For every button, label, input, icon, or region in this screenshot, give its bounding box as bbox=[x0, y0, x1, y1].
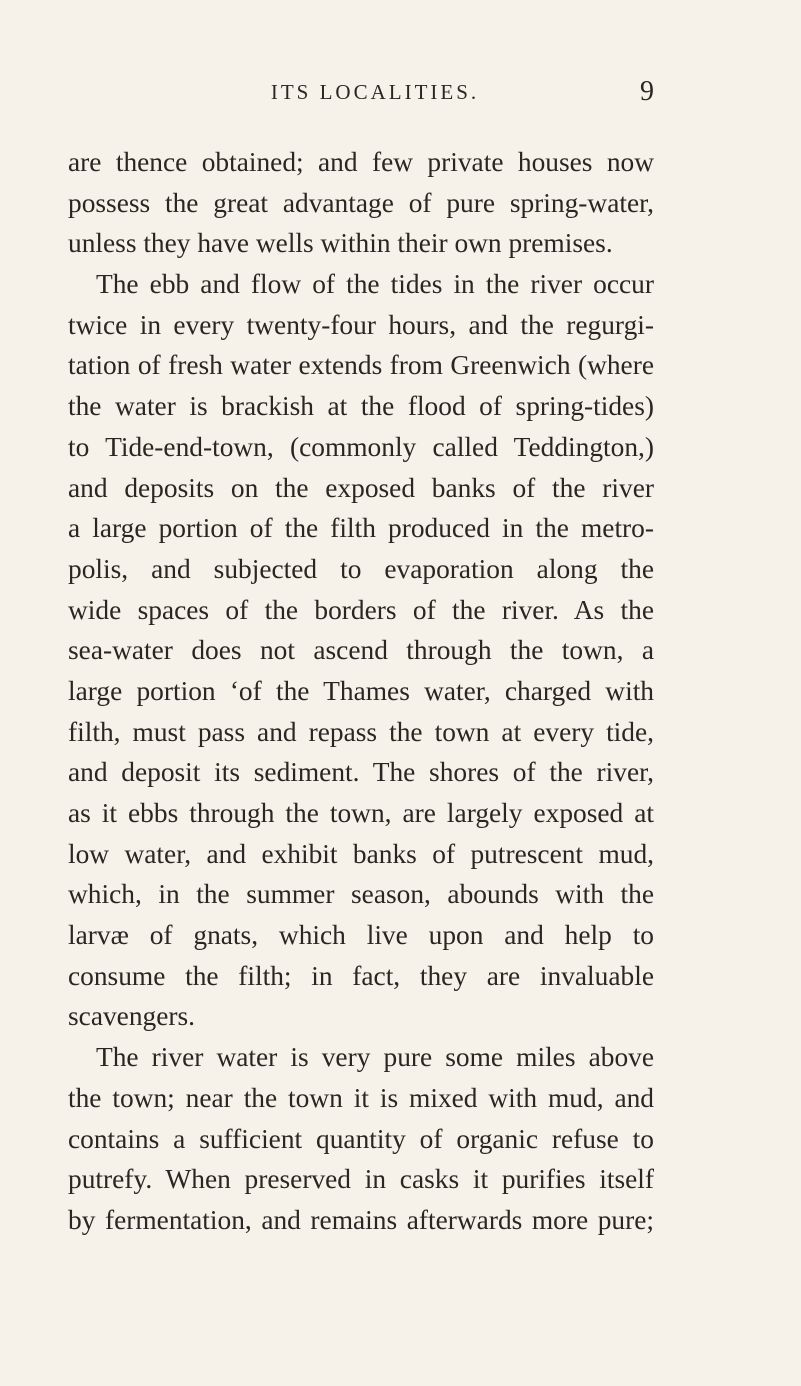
paragraph-first-line: The ebb and flow of the tides in the river occur bbox=[96, 269, 654, 300]
text-line: by fermentation, and remains afterwards more pure; bbox=[68, 1204, 654, 1235]
text-line: are thence obtained; and few private houses now bbox=[68, 147, 654, 177]
paragraph-first-line: The river water is very pure some miles above bbox=[96, 1042, 654, 1073]
text-line: as it ebbs through the town, are largely exposed at bbox=[68, 798, 654, 828]
text-line: which, in the summer season, abounds with the bbox=[68, 879, 654, 910]
text-line: a large portion of the filth produced in the metro- bbox=[68, 513, 654, 544]
text-line: large portion ‘of the Thames water, charged with bbox=[68, 675, 654, 706]
text-line: the water is brackish at the flood of spring-tides) bbox=[68, 391, 654, 422]
text-line: scavengers. bbox=[68, 1001, 196, 1032]
text-line: contains a sufficient quantity of organic refuse to bbox=[68, 1123, 654, 1154]
text-line: to Tide-end-town, (commonly called Teddington,) bbox=[68, 431, 654, 462]
text-line: tation of fresh water extends from Greenwich (where bbox=[68, 350, 654, 381]
text-line: and deposits on the exposed banks of the river bbox=[68, 472, 654, 503]
running-head bbox=[68, 76, 654, 116]
text-line: the town; near the town it is mixed with mud, and bbox=[68, 1082, 654, 1113]
body-text bbox=[68, 142, 654, 1241]
text-line: possess the great advantage of pure spring-water, bbox=[68, 187, 654, 218]
text-line: larvæ of gnats, which live upon and help to bbox=[68, 920, 654, 951]
text-line: putrefy. When preserved in casks it purifies itself bbox=[68, 1164, 654, 1195]
text-line: and deposit its sediment. The shores of the river, bbox=[68, 757, 654, 788]
text-line: filth, must pass and repass the town at every tide, bbox=[68, 716, 654, 747]
text-line: low water, and exhibit banks of putrescent mud, bbox=[68, 838, 654, 869]
text-line: sea-water does not ascend through the town, a bbox=[68, 635, 654, 666]
text-line: polis, and subjected to evaporation along the bbox=[68, 553, 654, 584]
text-line: unless they have wells within their own premises. bbox=[68, 228, 613, 259]
text-line: wide spaces of the borders of the river. As the bbox=[68, 594, 654, 625]
page-number: 9 bbox=[640, 76, 654, 107]
text-line: consume the filth; in fact, they are invaluable bbox=[68, 960, 654, 991]
running-title: ITS LOCALITIES. bbox=[270, 80, 480, 104]
text-line: twice in every twenty-four hours, and the regurgi- bbox=[68, 309, 654, 340]
